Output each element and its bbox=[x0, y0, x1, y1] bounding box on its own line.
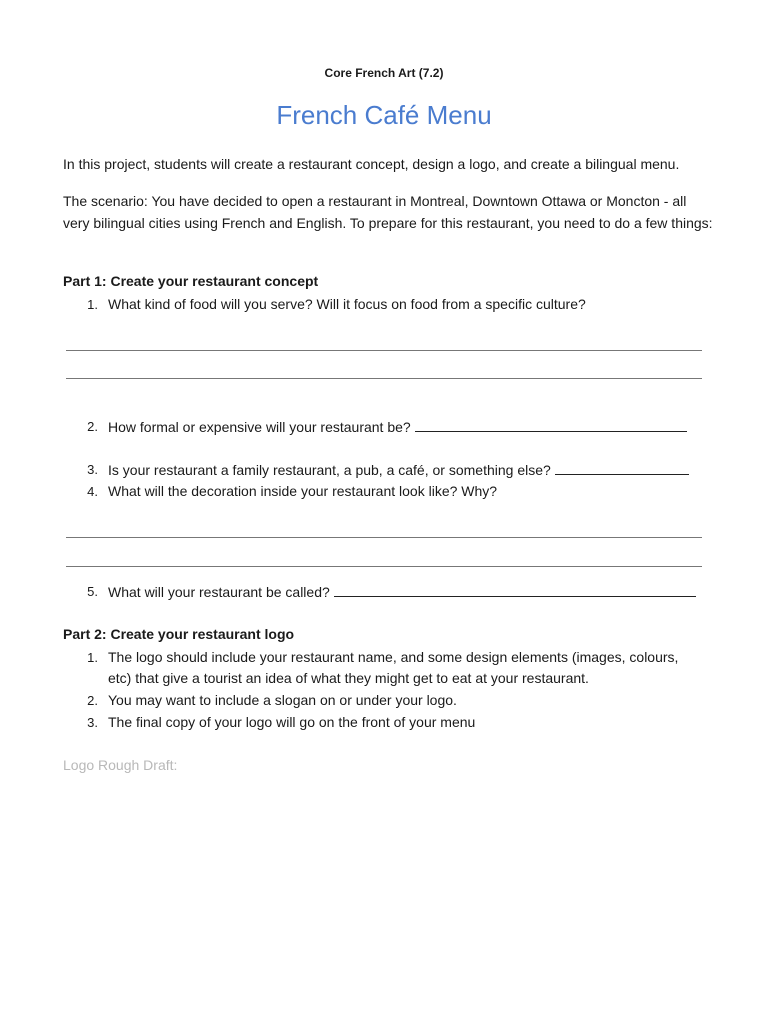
course-label: Core French Art (7.2) bbox=[324, 66, 444, 80]
question-number: 5. bbox=[87, 584, 98, 599]
question-text: How formal or expensive will your restaurant be? bbox=[108, 419, 411, 435]
answer-line[interactable] bbox=[66, 378, 702, 379]
answer-line[interactable] bbox=[66, 566, 702, 567]
question-number: 4. bbox=[87, 484, 98, 499]
part2-heading: Part 2: Create your restaurant logo bbox=[63, 626, 295, 642]
item-text: The final copy of your logo will go on the front of your menu bbox=[108, 714, 476, 730]
answer-line[interactable] bbox=[66, 537, 702, 538]
question-text: What will your restaurant be called? bbox=[108, 584, 330, 600]
answer-blank[interactable] bbox=[334, 581, 696, 597]
question-text: What will the decoration inside your restaurant look like? Why? bbox=[108, 483, 498, 499]
item-number: 2. bbox=[87, 693, 98, 708]
scenario-paragraph: The scenario: You have decided to open a restaurant in Montreal, Downtown Ottawa or Moncton - all very bilingual cities using French and English. To prepare for this restaurant, you need to do a few things: bbox=[63, 193, 713, 231]
question-number: 2. bbox=[87, 419, 98, 434]
part1-heading: Part 1: Create your restaurant concept bbox=[63, 273, 319, 289]
item-text: You may want to include a slogan on or under your logo. bbox=[108, 692, 457, 708]
item-text: The logo should include your restaurant name, and some design elements (images, colours, etc) that give a tourist an idea of what they might get to eat at your restaurant. bbox=[108, 649, 679, 686]
question-number: 3. bbox=[87, 462, 98, 477]
question-number: 1. bbox=[87, 297, 98, 312]
answer-line[interactable] bbox=[66, 350, 702, 351]
answer-blank[interactable] bbox=[555, 459, 689, 475]
item-number: 3. bbox=[87, 715, 98, 730]
item-number: 1. bbox=[87, 650, 98, 665]
intro-paragraph: In this project, students will create a restaurant concept, design a logo, and create a bilingual menu. bbox=[63, 156, 680, 172]
page-title: French Café Menu bbox=[276, 100, 492, 130]
answer-blank[interactable] bbox=[415, 416, 687, 432]
question-text: Is your restaurant a family restaurant, a pub, a café, or something else? bbox=[108, 462, 551, 478]
logo-draft-label: Logo Rough Draft: bbox=[63, 757, 178, 773]
question-text: What kind of food will you serve? Will it focus on food from a specific culture? bbox=[108, 296, 586, 312]
